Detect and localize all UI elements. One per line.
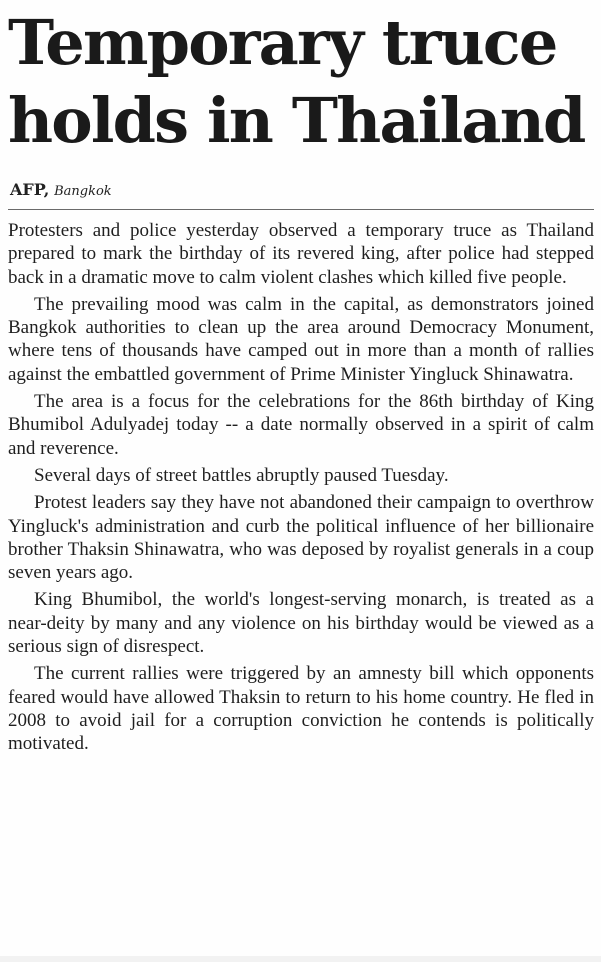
paragraph: Several days of street battles abruptly paused Tuesday. xyxy=(34,464,449,486)
page-bottom-edge xyxy=(0,956,601,962)
article-body xyxy=(8,219,594,760)
paragraph: Protest leaders say they have not abandoned their campaign to overthrow Yingluck's administration and curb the political influence of her billionaire brother Thaksin Shinawatra, who was deposed by royalist generals in a coup seven years ago. xyxy=(8,492,594,584)
headline-line-1: Temporary truce xyxy=(8,6,557,79)
paragraph: King Bhumibol, the world's longest-serving monarch, is treated as a near-deity by many and any violence on his birthday would be viewed as a serious sign of disrespect. xyxy=(8,589,594,658)
headline-line-2: holds in Thailand xyxy=(8,84,585,157)
byline-agency: AFP, xyxy=(10,180,50,199)
byline xyxy=(10,180,112,199)
paragraph: The prevailing mood was calm in the capital, as demonstrators joined Bangkok authorities to clean up the area around Democracy Monument, where tens of thousands have camped out in more than a month of rallies against the embattled government of Prime Minister Yingluck Shinawatra. xyxy=(8,293,594,385)
paragraph: The current rallies were triggered by an amnesty bill which opponents feared would have allowed Thaksin to return to his home country. He fled in 2008 to avoid jail for a corruption conviction he contends is politically motivated. xyxy=(8,663,594,755)
headline xyxy=(8,4,598,160)
paragraph: The area is a focus for the celebrations for the 86th birthday of King Bhumibol Adulyadej today -- a date normally observed in a spirit of calm and reverence. xyxy=(8,391,594,459)
byline-divider xyxy=(8,209,594,210)
paragraph: Protesters and police yesterday observed a temporary truce as Thailand prepared to mark the birthday of its revered king, after police had stepped back in a dramatic move to calm violent clashes which killed five people. xyxy=(8,220,594,288)
byline-location: Bangkok xyxy=(54,184,112,199)
